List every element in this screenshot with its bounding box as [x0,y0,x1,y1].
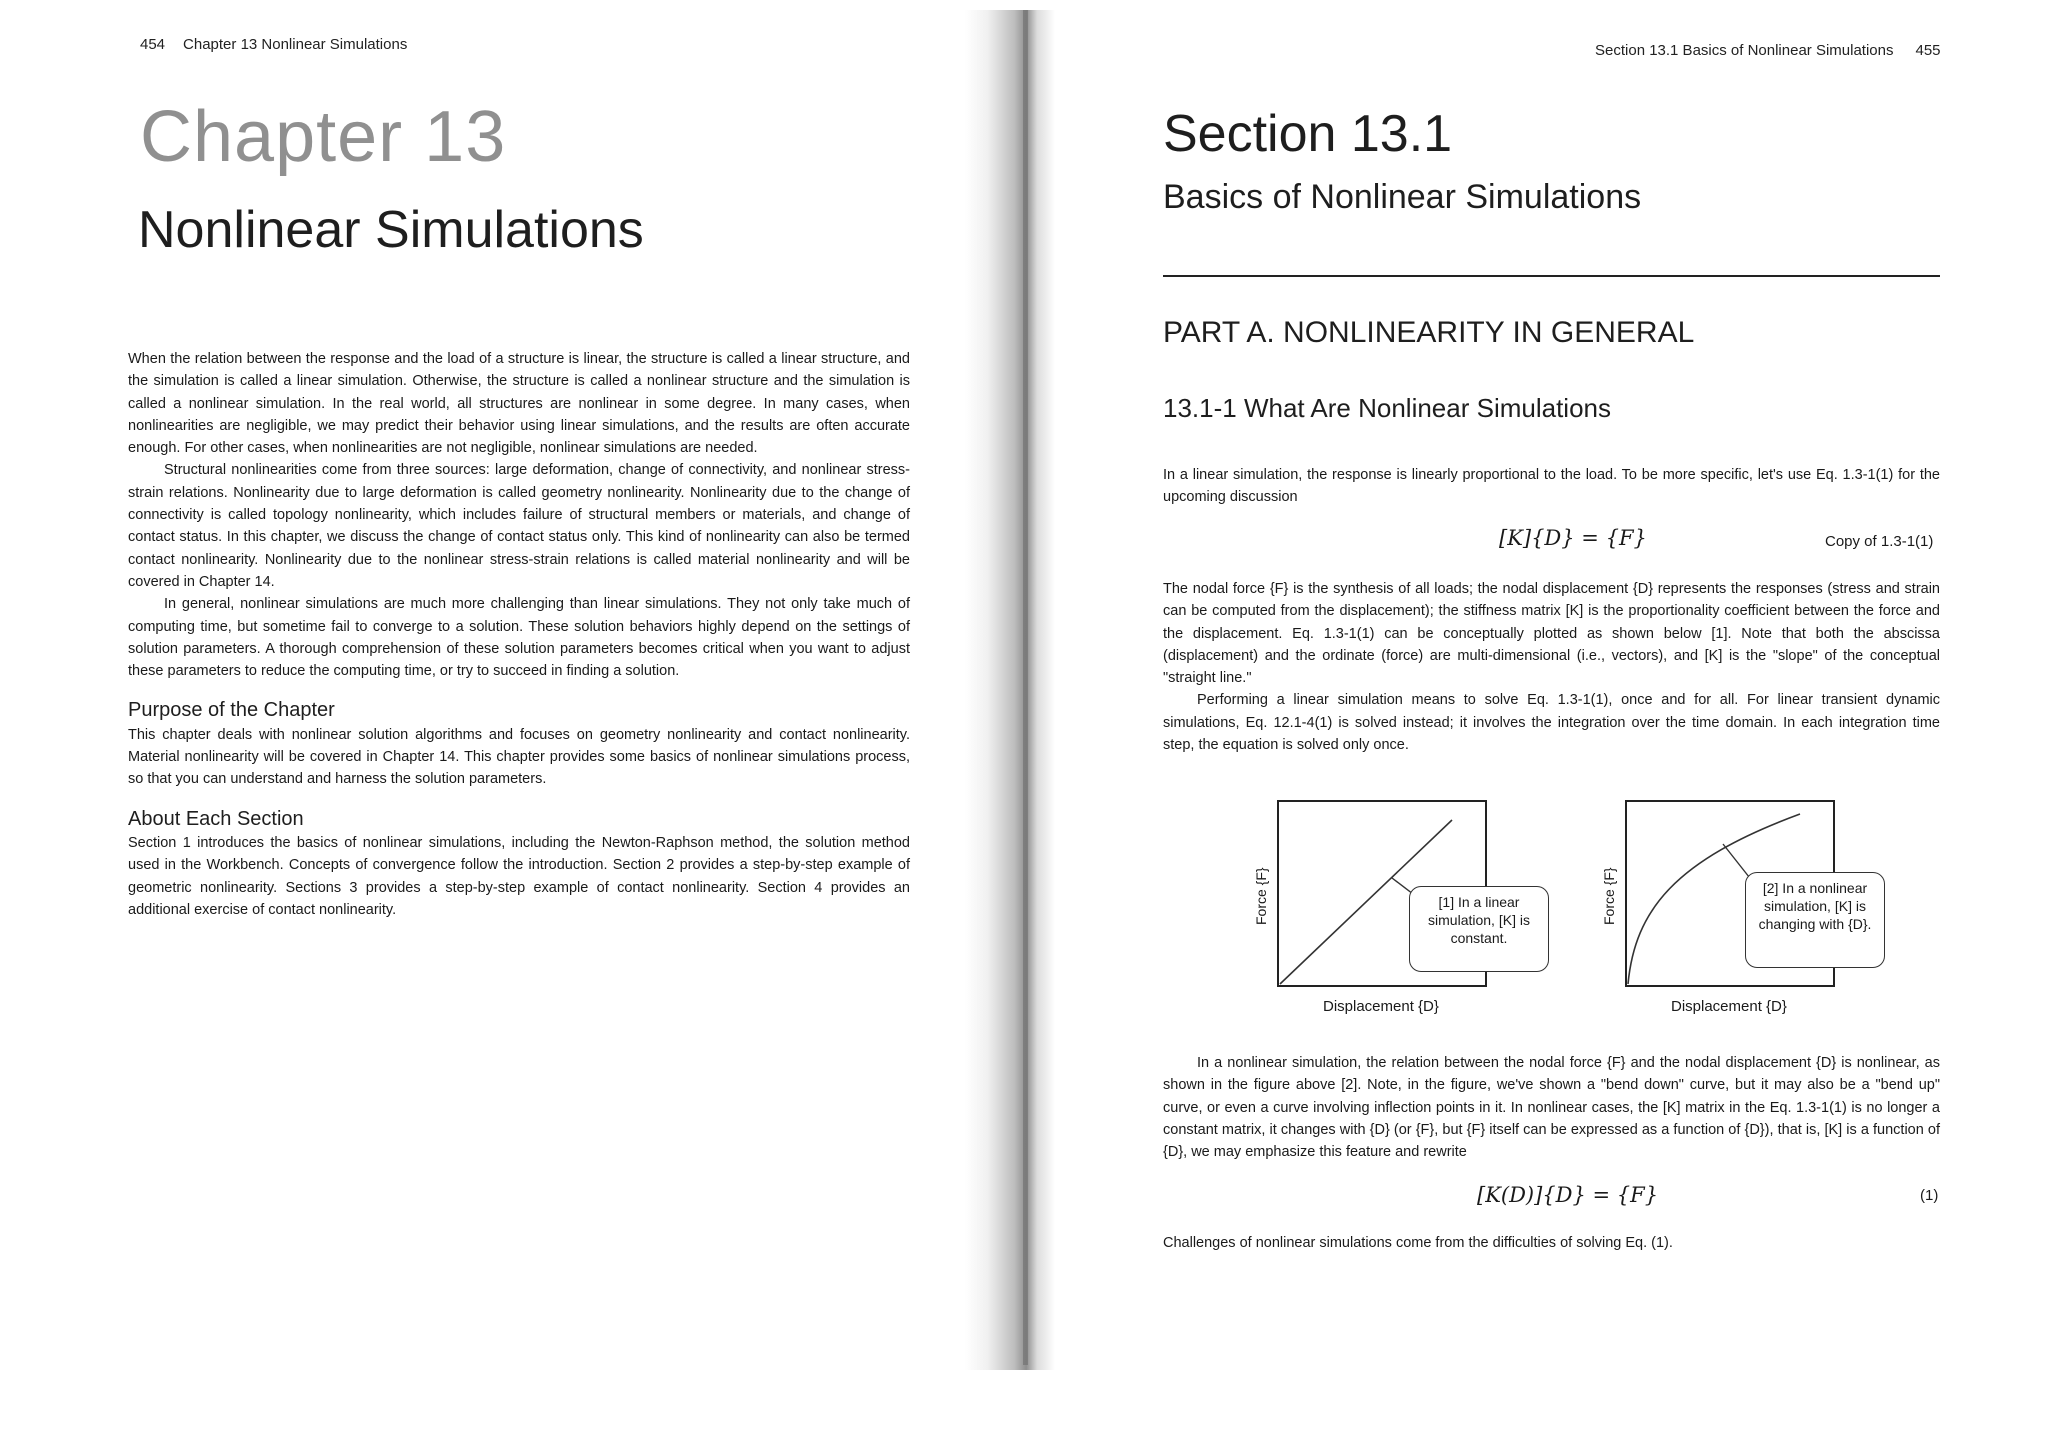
figure-nonlinear-xlabel: Displacement {D} [1671,998,1787,1015]
intro-paragraph-3: In general, nonlinear simulations are much more challenging than linear simulations. They not only take much of computing time, but sometime fail to converge to a solution. These solution behaviors highly depend on the settings of solution parameters. A thorough comprehension of these solution parameters becomes critical when you want to adjust these parameters to reduce the computing time, or try to succeed in finding a solution. [128,596,910,680]
paragraph-4-text: In a nonlinear simulation, the relation between the nodal force {F} and the nodal displacement {D} is nonlinear, as shown in the figure above [2]. Note, in the figure, we've shown a "bend down" curve, but it may also be a "bend up" curve, or even a curve involving inflection points in it. In nonlinear cases, the [K] matrix in the Eq. 1.3-1(1) is no longer a constant matrix, it changes with {D} (or {F}, but {F} itself can be expressed as a function of {D}), that is, [K] is a function of {D}, we may emphasize this feature and rewrite [1163,1055,1940,1161]
right-running-title: Section 13.1 Basics of Nonlinear Simulations [1595,42,1894,59]
paragraph-1-text: In a linear simulation, the response is linearly proportional to the load. To be more specific, let's use Eq. 1.3-1(1) for the upcoming discussion [1163,467,1940,506]
chapter-intro [128,348,910,921]
figure-linear-xlabel: Displacement {D} [1323,998,1439,1015]
chapter-title: Nonlinear Simulations [138,201,644,259]
right-running-head [1595,42,1941,59]
equation-2-ref: (1) [1920,1187,1939,1204]
intro-paragraph-2: Structural nonlinearities come from three sources: large deformation, change of connectivity, and nonlinear stress-strain relations. Nonlinearity due to large deformation is called geometry nonlinearity. Nonlinearity due to the change of connectivity is called topology nonlinearity, which includes failure of structural members or materials, and change of contact status. In this chapter, we discuss the change of contact status only. This kind of nonlinearity can also be termed contact nonlinearity. Nonlinearity due to the nonlinear stress-strain relations is called material nonlinearity and will be covered in Chapter 14. [128,462,910,590]
right-page [1005,0,2048,1448]
figure-nonlinear-callout: [2] In a nonlinear simulation, [K] is changing with {D}. [1745,872,1885,968]
paragraph-5-text: Challenges of nonlinear simulations come from the difficulties of solving Eq. (1). [1163,1235,1673,1251]
paragraph-4 [1163,1052,1940,1163]
paragraph-1 [1163,464,1940,509]
equation-1-ref: Copy of 1.3-1(1) [1825,533,1934,550]
section-label: Section 13.1 [1163,105,1453,163]
paragraph-2-text: The nodal force {F} is the synthesis of all loads; the nodal displacement {D} represents the responses (stress and strain can be computed from the displacement); the stiffness matrix [K] is the proportionality coefficient between the force and the displacement. Eq. 1.3-1(1) can be conceptually plotted as shown below [1]. Note that both the abscissa (displacement) and the ordinate (force) are multi-dimensional (i.e., vectors), and [K] is the "slope" of the conceptual "straight line." [1163,581,1940,687]
section-title: Basics of Nonlinear Simulations [1163,178,1642,216]
subsection-heading: 13.1-1 What Are Nonlinear Simulations [1163,393,1612,423]
equation-2: [K(D)]{D} = {F} [1477,1183,1659,1207]
left-running-title: Chapter 13 Nonlinear Simulations [183,36,408,53]
figure-nonlinear-ylabel: Force {F} [1601,867,1617,925]
chapter-number: Chapter 13 [140,97,507,177]
paragraph-5 [1163,1232,1940,1254]
figure-linear-callout: [1] In a linear simulation, [K] is constant. [1409,886,1549,972]
figure-linear-ylabel: Force {F} [1253,867,1269,925]
about-heading: About Each Section [128,807,304,830]
left-page [0,0,1005,1448]
equation-1: [K]{D} = {F} [1499,526,1647,550]
paragraph-2 [1163,578,1940,756]
part-heading: PART A. NONLINEARITY IN GENERAL [1163,316,1695,349]
left-running-head [140,36,407,53]
intro-paragraph-1: When the relation between the response and the load of a structure is linear, the structure is called a linear structure, and the simulation is called a linear simulation. Otherwise, the structure is called a nonlinear structure and the simulation is called a nonlinear simulation. In the real world, all structures are nonlinear in some degree. In many cases, when nonlinearities are negligible, we may predict their behavior using linear simulations, and the results are often accurate enough. For other cases, when nonlinearities are not negligible, nonlinear simulations are needed. [128,351,910,457]
about-text: Section 1 introduces the basics of nonlinear simulations, including the Newton-Raphson method, the solution method used in the Workbench. Concepts of convergence follow the introduction. Section 2 provides a step-by-step example of geometric nonlinearity. Sections 3 provides a step-by-step example of contact nonlinearity. Section 4 provides an additional exercise of contact nonlinearity. [128,834,910,918]
purpose-heading: Purpose of the Chapter [128,699,335,722]
right-page-number: 455 [1915,42,1941,59]
paragraph-3-text: Performing a linear simulation means to solve Eq. 1.3-1(1), once and for all. For linear transient dynamic simulations, Eq. 12.1-4(1) is solved instead; it involves the integration over the time domain. In each integration time step, the equation is solved only once. [1163,692,1940,754]
left-page-number: 454 [140,36,166,53]
section-rule [1163,275,1940,277]
purpose-text: This chapter deals with nonlinear solution algorithms and focuses on geometry nonlinearity and contact nonlinearity. Material nonlinearity will be covered in Chapter 14. This chapter provides some basics of nonlinear simulations process, so that you can understand and harness the solution parameters. [128,726,910,788]
